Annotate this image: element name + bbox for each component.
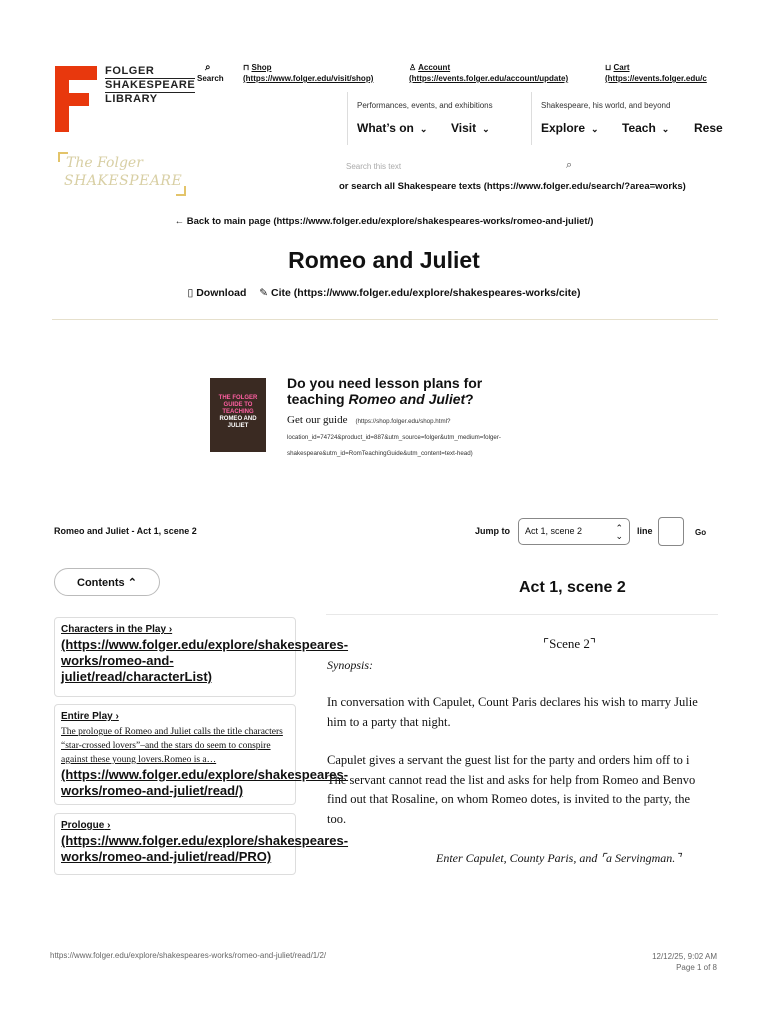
play-location: Romeo and Juliet - Act 1, scene 2 [54, 526, 197, 536]
nav-visit[interactable] [451, 121, 490, 135]
chevron-up-icon: ⌃ [127, 577, 137, 589]
book-line-3: TEACHING [222, 409, 254, 415]
para2-line4: too. [327, 811, 347, 826]
logo-shakespeare: SHAKESPEARE [64, 173, 183, 189]
cart-label: Cart [613, 63, 630, 72]
stage-bracketed: a Servingman. [605, 851, 676, 865]
cite-link[interactable] [259, 287, 580, 299]
para1-line1: In conversation with Capulet, Count Paris declares his wish to marry Julie [327, 695, 698, 709]
nav-whats-on[interactable] [357, 121, 427, 135]
promo-heading [287, 375, 482, 407]
footer-date: 12/12/25, 9:02 AM [652, 952, 717, 961]
nav-section-shakespeare: Shakespeare, his world, and beyond [541, 101, 671, 110]
promo-heading-line1: Do you need lesson plans for [287, 375, 483, 391]
card-title: Entire Play › [61, 711, 119, 722]
guide-label: Get our guide [287, 414, 348, 426]
guide-url: (https://shop.folger.edu/shop.html?location_id=74724&product_id=887&utm_source=folger&utm_medium=folger-shakespeare&utm_id=RomTeachingGuide&utm_content=text-head) [287, 418, 501, 457]
stage-prefix: Enter Capulet, County Paris, and [436, 851, 601, 865]
para1-line2: him to a party that night. [327, 714, 451, 729]
folger-logo-text[interactable] [105, 65, 195, 106]
pencil-icon: ✎ [259, 287, 269, 299]
logo-line-1: FOLGER [105, 65, 155, 77]
contents-button[interactable] [54, 568, 160, 596]
card-link[interactable]: (https://www.folger.edu/explore/shakespeares-works/romeo-and-juliet/read/characterList) [61, 637, 349, 684]
cart-icon: ⊔ [605, 63, 612, 72]
nav-whats-on-label: What’s on [357, 121, 414, 135]
chevron-down-icon: ⌄ [661, 124, 670, 134]
go-button[interactable]: Go [695, 528, 707, 537]
para2-line2: The servant cannot read the list and asks for help from Romeo and Benvo [327, 772, 696, 787]
promo-heading-suffix: ? [465, 391, 474, 407]
chevron-down-icon: ⌄ [419, 124, 428, 134]
account-label: Account [418, 63, 451, 72]
line-label: line [637, 526, 653, 536]
scene-select-value: Act 1, scene 2 [525, 526, 583, 536]
download-button[interactable] [188, 287, 247, 299]
logo-line-2: SHAKESPEARE [105, 79, 196, 91]
person-icon: ♙ [409, 63, 417, 72]
bag-icon: ⊓ [243, 63, 250, 72]
updown-chevron-icon: ⌃ ⌄ [615, 523, 623, 541]
synopsis-label: Synopsis: [327, 658, 373, 672]
book-line-2: GUIDE TO [223, 402, 253, 408]
book-line-4: ROMEO AND [219, 416, 257, 422]
logo-corner-br [176, 186, 186, 196]
divider [52, 319, 718, 320]
card-title: Characters in the Play › [61, 624, 173, 635]
scene-heading: ⌜Scene 2⌝ [543, 636, 596, 651]
line-number-input[interactable] [658, 517, 684, 546]
footer-meta [560, 951, 717, 973]
shop-label: Shop [251, 63, 272, 72]
shop-url: (https://www.folger.edu/visit/shop) [243, 74, 374, 83]
search-icon[interactable]: ⌕ [566, 159, 573, 171]
contents-card-entire-play[interactable] [54, 704, 349, 805]
search-label: Search [197, 74, 224, 83]
account-link[interactable] [409, 62, 568, 84]
teaching-guide-cover[interactable] [210, 378, 266, 452]
card-title: Prologue › [61, 820, 111, 831]
logo-line-3: LIBRARY [105, 93, 158, 105]
nav-section-performances: Performances, events, and exhibitions [357, 101, 493, 110]
card-description: The prologue of Romeo and Juliet calls the title characters “star-crossed lovers”–and the stars do seem to conspire against these young lovers.Romeo is a… [61, 727, 283, 765]
nav-divider-1 [347, 92, 348, 145]
download-label: Download [196, 287, 247, 299]
search-button[interactable] [197, 62, 224, 84]
footer-url: https://www.folger.edu/explore/shakespeares-works/romeo-and-juliet/read/1/2/ [50, 951, 327, 960]
chevron-down-icon: ⌄ [591, 124, 599, 134]
divider [326, 614, 718, 615]
shop-link[interactable] [243, 62, 373, 84]
cart-link[interactable] [605, 62, 718, 84]
search-icon: ⌕ [205, 62, 211, 73]
search-text-input[interactable]: Search this text [346, 162, 402, 171]
logo-corner-tl [58, 152, 68, 162]
cart-url: (https://events.folger.edu/c [605, 74, 707, 83]
para2-line1: Capulet gives a servant the guest list for the party and orders him off to i [327, 753, 690, 767]
card-link[interactable]: (https://www.folger.edu/explore/shakespeares-works/romeo-and-juliet/read/) [61, 767, 349, 798]
nav-teach[interactable] [622, 121, 669, 135]
folger-shakespeare-logo[interactable] [60, 154, 184, 194]
book-line-5: JULIET [227, 423, 249, 429]
account-url: (https://events.folger.edu/account/update) [409, 74, 569, 83]
actions-row [0, 287, 768, 299]
chevron-down-icon: ⌄ [482, 124, 490, 134]
document-icon: ▯ [187, 287, 194, 299]
back-link-label: Back to main page (https://www.folger.edu/explore/shakespeares-works/romeo-and-juliet/) [186, 216, 594, 227]
folger-logo-mark[interactable] [55, 66, 97, 132]
nav-visit-label: Visit [451, 121, 477, 135]
page-title: Romeo and Juliet [288, 247, 480, 273]
contents-label: Contents [77, 577, 125, 589]
book-line-1: THE FOLGER [218, 395, 258, 401]
arrow-left-icon: ← [174, 216, 185, 227]
promo-guide-link[interactable] [287, 412, 557, 462]
nav-explore-label: Explore [541, 121, 586, 135]
synopsis-paragraph-2 [327, 751, 718, 829]
stage-direction: Enter Capulet, County Paris, and ⌜a Servingman.⌝ [436, 851, 681, 865]
scene-select[interactable] [518, 518, 630, 545]
footer-page: Page 1 of 8 [676, 963, 717, 972]
logo-the-folger: The Folger [66, 155, 143, 171]
scene-label: Scene 2 [549, 636, 590, 651]
synopsis-paragraph-1 [327, 693, 718, 732]
nav-divider-2 [531, 92, 532, 145]
search-all-link[interactable]: or search all Shakespeare texts (https://www.folger.edu/search/?area=works) [339, 181, 686, 192]
nav-explore[interactable] [541, 121, 599, 135]
promo-heading-prefix: teaching [287, 391, 349, 407]
jump-to-label: Jump to [475, 526, 510, 536]
card-link[interactable]: (https://www.folger.edu/explore/shakespeares-works/romeo-and-juliet/read/PRO) [61, 833, 349, 864]
nav-teach-label: Teach [622, 121, 656, 135]
para2-line3: find out that Rosaline, on whom Romeo dotes, is invited to the party, the [327, 792, 691, 806]
act-title: Act 1, scene 2 [519, 579, 626, 596]
contents-card-characters[interactable] [54, 617, 349, 697]
back-link[interactable] [0, 216, 768, 227]
nav-research[interactable]: Rese [694, 121, 723, 135]
cite-label: Cite (https://www.folger.edu/explore/shakespeares-works/cite) [271, 287, 581, 299]
promo-heading-em: Romeo and Juliet [348, 391, 466, 407]
